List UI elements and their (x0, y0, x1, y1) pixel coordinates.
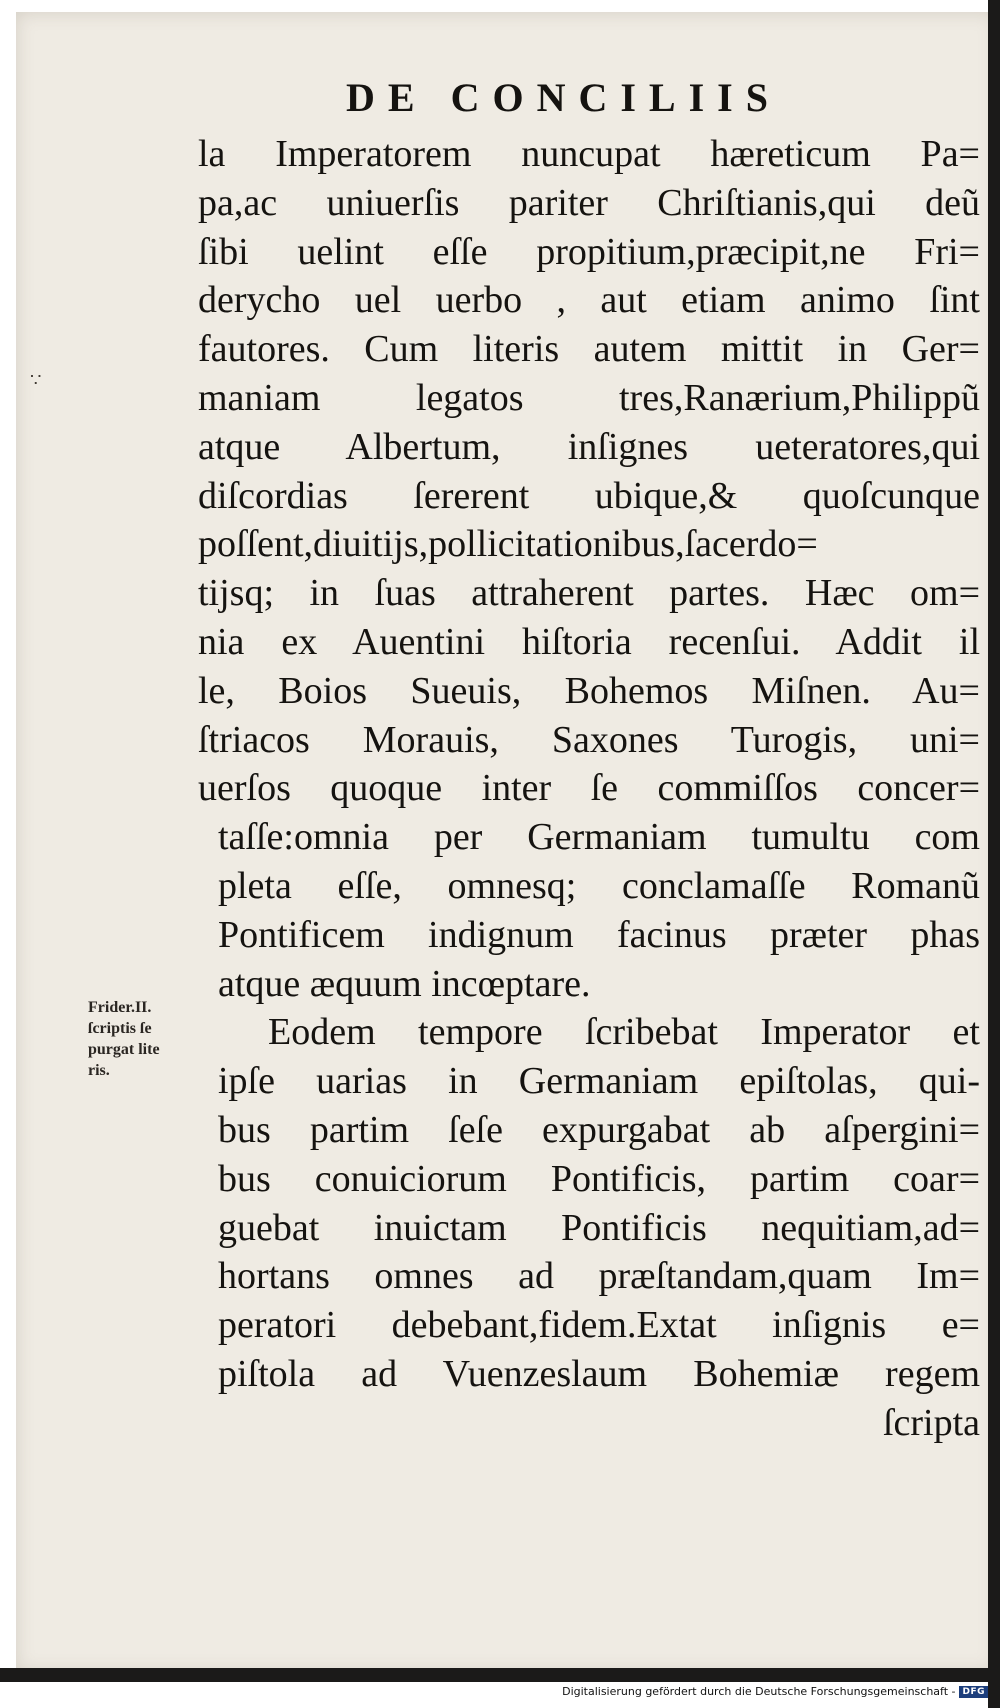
text-line: pleta eſſe, omnesq; conclamaſſe Romanũ (218, 864, 980, 907)
text-line: hortans omnes ad præſtandam,quam Im= (218, 1255, 980, 1298)
text-line: diſcordias ſererent ubique,& quoſcunque (198, 474, 980, 517)
text-line: la Imperatorem nuncupat hæreticum Pa= (198, 133, 980, 175)
text-line: derycho uel uerbo , aut etiam animo ſint (198, 279, 980, 322)
funding-footer (562, 1685, 988, 1698)
text-line: nia ex Auentini hiſtoria recenſui. Addit il (198, 620, 980, 663)
text-line: poſſent,diuitijs,pollicitationibus,ſacerdo= (198, 523, 818, 566)
body-text (198, 130, 980, 1448)
text-line: atque Albertum, inſignes ueteratores,qui (198, 425, 980, 468)
text-line: taſſe:omnia per Germaniam tumultu com (218, 816, 980, 859)
text-line: uerſos quoque inter ſe commiſſos concer= (198, 767, 980, 810)
text-line: ſibi uelint eſſe propitium,præcipit,ne Fri= (198, 230, 980, 273)
marginal-note-line: Frider.II. (88, 999, 152, 1016)
text-line: ipſe uarias in Germaniam epiſtolas, qui- (218, 1060, 980, 1103)
marginal-note-line: ris. (88, 1062, 110, 1079)
text-line: atque æquum incœptare. (218, 962, 591, 1005)
text-line: bus partim ſeſe expurgabat ab aſpergini= (218, 1108, 980, 1151)
text-line: maniam legatos tres,Ranærium,Philippũ (198, 376, 980, 419)
scan-border-right (988, 0, 1000, 1708)
catchword: ſcripta (882, 1401, 980, 1444)
text-line: Eodem tempore ſcribebat Imperator et (268, 1011, 980, 1054)
text-line: piſtola ad Vuenzeslaum Bohemiæ regem (218, 1352, 980, 1395)
text-line: peratori debebant,fidem.Extat inſignis e= (218, 1304, 980, 1347)
dfg-logo-icon: DFG (959, 1686, 988, 1698)
marginal-note-line: ſcriptis ſe (88, 1020, 152, 1037)
running-head: DE CONCILIIS (346, 75, 781, 120)
text-line: guebat inuictam Pontificis nequitiam,ad= (218, 1206, 980, 1249)
scan-border-bottom (0, 1668, 1000, 1682)
footer-text: Digitalisierung gefördert durch die Deutsche Forschungsgemeinschaft - (562, 1685, 956, 1698)
text-line: tijsq; in ſuas attraherent partes. Hæc om= (198, 572, 980, 615)
text-line: le, Boios Sueuis, Bohemos Miſnen. Au= (198, 669, 980, 712)
marginal-note (88, 997, 206, 1081)
text-line: fautores. Cum literis autem mittit in Ger= (198, 328, 980, 371)
marginal-note-line: purgat lite (88, 1041, 160, 1058)
text-line: pa,ac uniuerſis pariter Chriſtianis,qui deũ (198, 181, 980, 224)
text-line: ſtriacos Morauis, Saxones Turogis, uni= (198, 718, 980, 761)
stray-mark: ∵ (30, 370, 42, 390)
text-line: bus conuiciorum Pontificis, partim coar= (218, 1157, 980, 1200)
text-line: Pontificem indignum facinus præter phas (218, 913, 980, 956)
